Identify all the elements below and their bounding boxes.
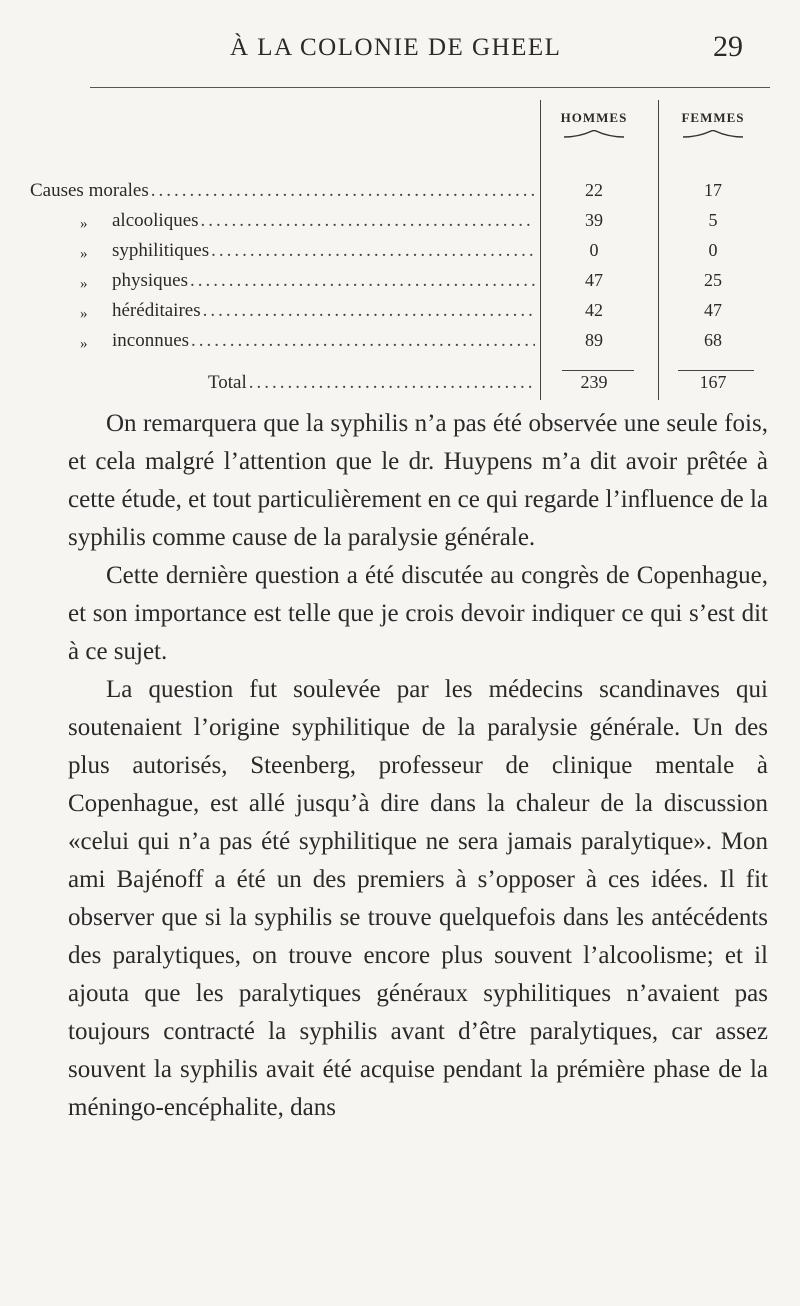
total-label: Total ..... <box>208 372 535 394</box>
hommes-value: 0 <box>589 240 599 260</box>
hommes-value: 42 <box>585 300 603 320</box>
row-label: Causes morales ..... <box>30 180 535 202</box>
header-rule <box>90 87 770 88</box>
ditto-mark: » <box>80 216 88 232</box>
femmes-value: 68 <box>704 330 722 350</box>
sum-rule <box>678 370 754 371</box>
hommes-value: 22 <box>585 180 603 200</box>
femmes-value: 25 <box>704 270 722 290</box>
ditto-mark: » <box>80 246 88 262</box>
table-row <box>0 300 800 330</box>
table-row <box>0 240 800 270</box>
table-row <box>0 270 800 300</box>
hommes-total: 239 <box>580 372 608 392</box>
body-text <box>68 405 768 1127</box>
femmes-value: 0 <box>708 240 718 260</box>
table-row <box>0 210 800 240</box>
femmes-value: 5 <box>708 210 718 230</box>
sum-rule <box>562 370 634 371</box>
row-label: héréditaires ..... <box>112 300 535 322</box>
hommes-value: 39 <box>585 210 603 230</box>
ditto-mark: » <box>80 306 88 322</box>
row-label: inconnues ..... <box>112 330 535 352</box>
page-number: 29 <box>713 30 743 63</box>
row-label: syphilitiques ..... <box>112 240 535 262</box>
femmes-value: 17 <box>704 180 722 200</box>
row-label: alcooliques ..... <box>112 210 535 232</box>
table-row <box>0 330 800 360</box>
table-row <box>0 180 800 210</box>
paragraph: On remarquera que la syphilis n’a pas été observée une seule fois, et cela malgré l’attention que le dr. Huypens m’a dit avoir prêtée à cette étude, et tout particulièrement en ce qui regarde l’influence de la syphilis comme cause de la paralysie générale. <box>68 410 768 551</box>
header-brace <box>683 130 743 138</box>
column-header-hommes: HOMMES <box>560 110 628 125</box>
causes-table <box>0 100 800 400</box>
running-title: À LA COLONIE DE GHEEL <box>230 34 562 61</box>
page-header <box>0 0 800 90</box>
paragraph: Cette dernière question a été discutée au congrès de Copenhague, et son importance est telle que je crois devoir indiquer ce qui s’est dit à ce sujet. <box>68 562 768 665</box>
hommes-value: 89 <box>585 330 603 350</box>
femmes-value: 47 <box>704 300 722 320</box>
ditto-mark: » <box>80 336 88 352</box>
hommes-value: 47 <box>585 270 603 290</box>
femmes-total: 167 <box>699 372 727 392</box>
paragraph: La question fut soulevée par les médecins scandinaves qui soutenaient l’origine syphilitique de la paralysie générale. Un des plus autorisés, Steenberg, professeur de clinique mentale à Copenhague, est allé jusqu’à dire dans la chaleur de la discussion «celui qui n’a pas été syphilitique ne sera jamais paralytique». Mon ami Bajénoff a été un des premiers à s’opposer à ces idées. Il fit observer que si la syphilis se trouve quelquefois dans les antécédents des paralytiques, on trouve encore plus souvent l’alcoolisme; et il ajouta que les paralytiques généraux syphilitiques n’avaient pas toujours contracté la syphilis avant d’être paralytiques, car assez souvent la syphilis avait été acquise pendant la prémière phase de la méningo-encéphalite, dans <box>68 676 768 1121</box>
header-brace <box>564 130 624 138</box>
total-row <box>0 372 800 402</box>
ditto-mark: » <box>80 276 88 292</box>
column-header-femmes: FEMMES <box>681 110 745 125</box>
row-label: physiques ..... <box>112 270 535 292</box>
